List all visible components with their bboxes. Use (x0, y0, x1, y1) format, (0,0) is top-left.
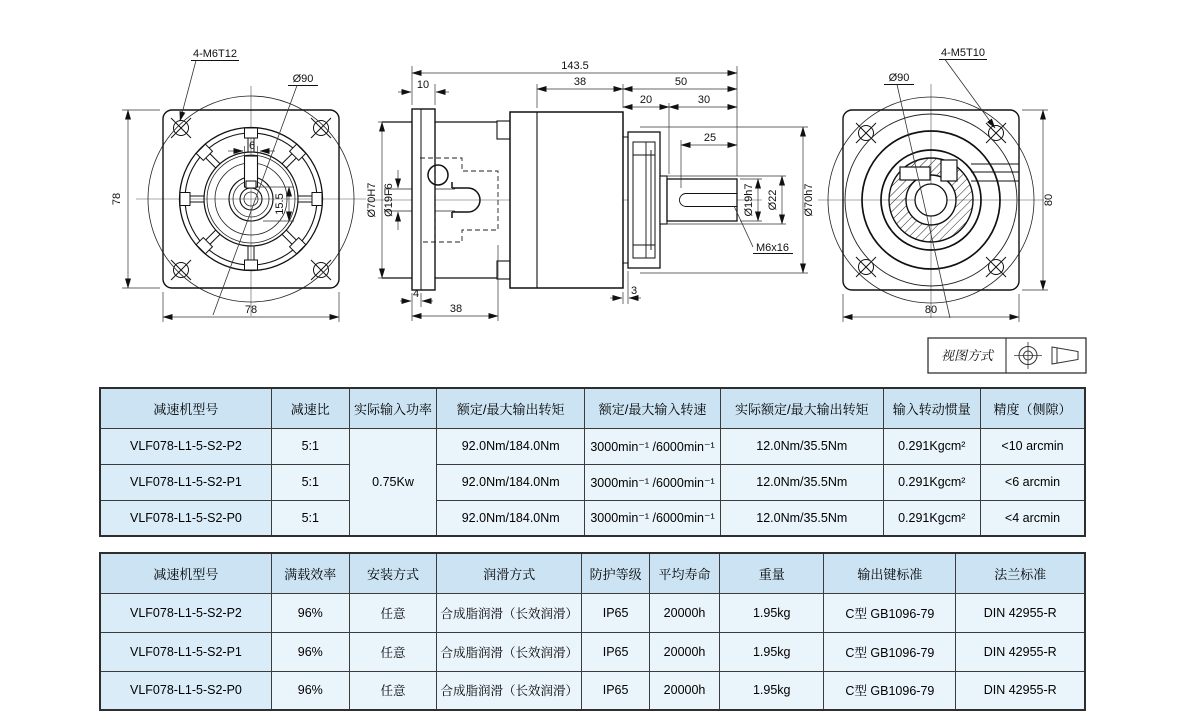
dim-key-depth-label: 15.5 (274, 193, 286, 215)
spec-table-performance (99, 387, 1086, 537)
table1-header-power: 实际输入功率 (349, 388, 437, 428)
model-cell: VLF078-L1-5-S2-P0 (100, 671, 271, 710)
table2-header-key-std: 输出键标准 (824, 553, 956, 593)
table1-header-inertia: 输入转动惯量 (883, 388, 981, 428)
rear-dim-width: 80 (924, 304, 938, 316)
side-label-shaft: Ø19h7 (743, 183, 755, 217)
table-row: VLF078-L1-5-S2-P0 96% 任意 合成脂润滑（长效润滑） IP65 20000h 1.95kg C型 GB1096-79 DIN 42955-R (100, 671, 1085, 710)
side-dim-plate: 4 (412, 288, 420, 300)
table1-header-precision: 精度（侧隙） (981, 388, 1085, 428)
side-dim-total: 143.5 (561, 60, 589, 72)
view-method-box (928, 338, 1086, 373)
table2-header-efficiency: 满载效率 (271, 553, 349, 593)
table1-header-model: 减速机型号 (100, 388, 271, 428)
spec-table-general (99, 552, 1086, 711)
table2-header-protection: 防护等级 (582, 553, 650, 593)
side-dim-adapter: 38 (449, 303, 463, 315)
side-label-step: Ø22 (767, 189, 779, 211)
model-cell: VLF078-L1-5-S2-P1 (100, 464, 271, 500)
front-view (111, 48, 366, 322)
side-dim-body: 38 (573, 76, 587, 88)
rear-view (818, 47, 1055, 322)
table-row: VLF078-L1-5-S2-P1 96% 任意 合成脂润滑（长效润滑） IP65 20000h 1.95kg C型 GB1096-79 DIN 42955-R (100, 632, 1085, 671)
power-merged-cell: 0.75Kw (349, 428, 437, 536)
side-dim-key-len: 25 (703, 132, 717, 144)
table-row: VLF078-L1-5-S2-P0 5:1 92.0Nm/184.0Nm 3000min⁻¹ /6000min⁻¹ 12.0Nm/35.5Nm 0.291Kgcm² <4 arcmin (100, 500, 1085, 536)
model-cell: VLF078-L1-5-S2-P1 (100, 632, 271, 671)
model-cell: VLF078-L1-5-S2-P0 (100, 500, 271, 536)
side-label-pilot: Ø70h7 (803, 183, 815, 217)
table2-header-flange-std: 法兰标准 (956, 553, 1085, 593)
rear-thread-label: 4-M5T10 (940, 47, 986, 59)
table1-header-rated-torque: 实际额定/最大输出转矩 (721, 388, 884, 428)
front-dim-height: 78 (111, 192, 123, 206)
table1-header-ratio: 减速比 (271, 388, 349, 428)
side-tap-label: M6x16 (756, 242, 790, 254)
side-view (366, 60, 815, 321)
side-dim-output: 50 (674, 76, 688, 88)
front-diameter-label: Ø90 (292, 73, 314, 85)
table-row: VLF078-L1-5-S2-P2 5:1 0.75Kw 92.0Nm/184.0Nm 3000min⁻¹ /6000min⁻¹ 12.0Nm/35.5Nm 0.291Kgcm² <10 arcmin (100, 428, 1085, 464)
dim-key-width-label: 6 (248, 140, 256, 152)
side-label-bore-outer: Ø70H7 (366, 182, 378, 218)
model-cell: VLF078-L1-5-S2-P2 (100, 593, 271, 632)
table-row: VLF078-L1-5-S2-P2 96% 任意 合成脂润滑（长效润滑） IP65 20000h 1.95kg C型 GB1096-79 DIN 42955-R (100, 593, 1085, 632)
front-thread-label: 4-M6T12 (192, 48, 238, 60)
side-dim-gap: 3 (630, 285, 638, 297)
rear-diameter-label: Ø90 (888, 72, 910, 84)
table2-header-model: 减速机型号 (100, 553, 271, 593)
table2-header-mounting: 安装方式 (349, 553, 437, 593)
table2-header-row (100, 553, 1085, 593)
front-dim-width: 78 (244, 304, 258, 316)
table2-header-life: 平均寿命 (650, 553, 720, 593)
side-dim-30: 30 (697, 94, 711, 106)
table1-header-out-torque: 额定/最大输出转矩 (437, 388, 585, 428)
rear-dim-height: 80 (1043, 193, 1055, 207)
table1-header-in-speed: 额定/最大输入转速 (585, 388, 721, 428)
side-label-bore-inner: Ø19F6 (383, 183, 395, 217)
side-dim-flange: 10 (416, 79, 430, 91)
side-dim-20: 20 (639, 94, 653, 106)
table2-header-weight: 重量 (720, 553, 824, 593)
view-method-label: 视图方式 (940, 348, 994, 363)
table2-header-lubrication: 润滑方式 (437, 553, 582, 593)
model-cell: VLF078-L1-5-S2-P2 (100, 428, 271, 464)
table1-header-row (100, 388, 1085, 428)
table-row: VLF078-L1-5-S2-P1 5:1 92.0Nm/184.0Nm 3000min⁻¹ /6000min⁻¹ 12.0Nm/35.5Nm 0.291Kgcm² <6 arcmin (100, 464, 1085, 500)
